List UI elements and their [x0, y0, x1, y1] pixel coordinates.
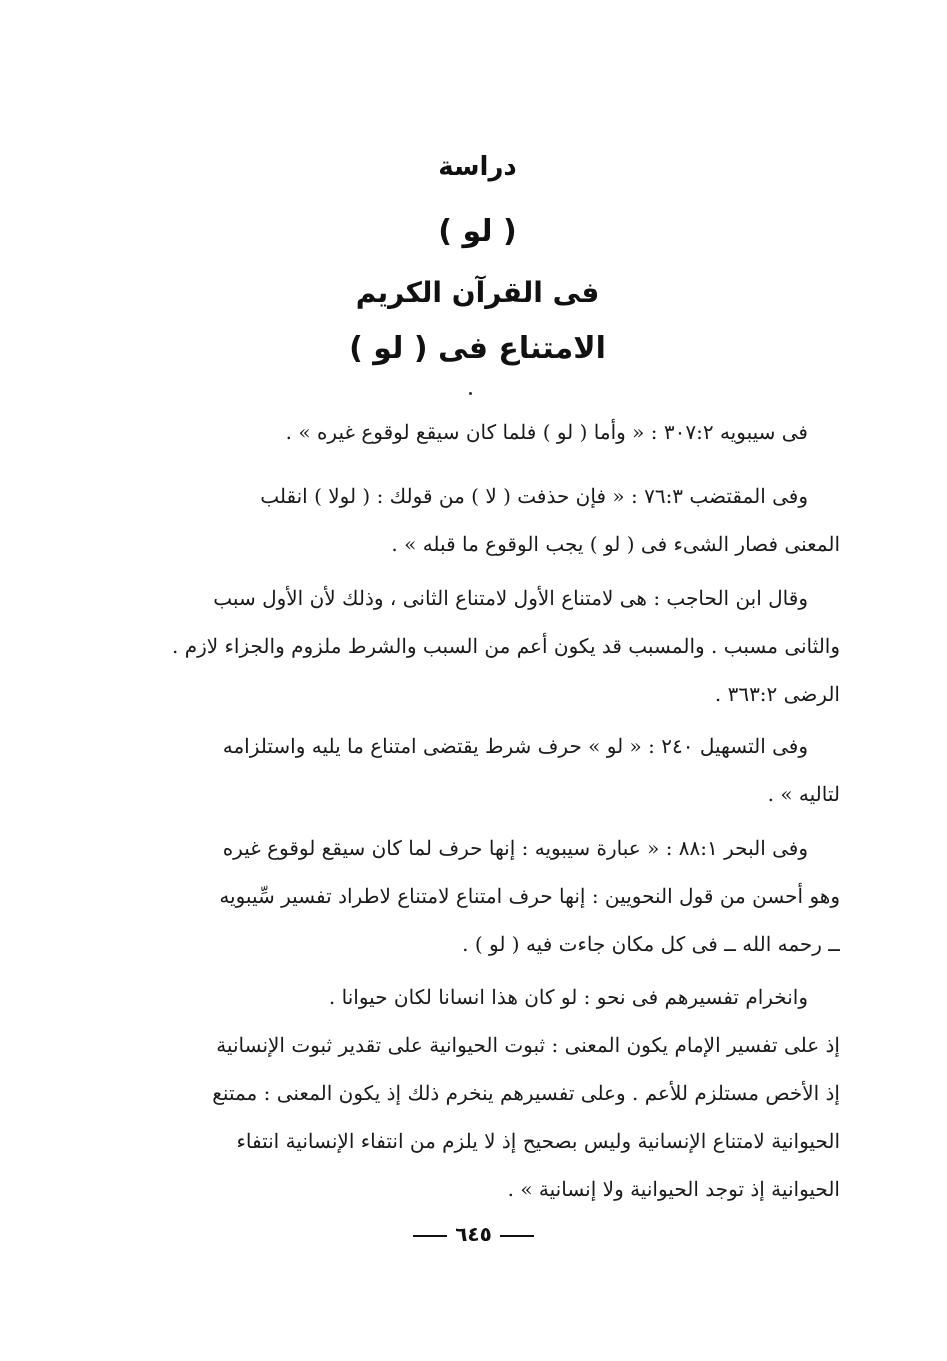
paragraph-sibawayh [112, 408, 840, 456]
paragraph-imam [112, 1021, 840, 1213]
paragraph-line: إذ الأخص مستلزم للأعم . وعلى تفسيرهم ينخرم ذلك إذ يكون المعنى : ممتنع [212, 1081, 840, 1105]
page-number-footer [0, 1222, 947, 1246]
paragraph-line: إذ على تفسير الإمام يكون المعنى : ثبوت الحيوانية على تقدير ثبوت الإنسانية [216, 1033, 840, 1057]
paragraph-line: وانخرام تفسيرهم فى نحو : لو كان هذا انسانا لكان حيوانا . [328, 985, 808, 1009]
paragraph-line: وفى التسهيل ٢٤٠ : « لو » حرف شرط يقتضى امتناع ما يليه واستلزامه [222, 734, 808, 758]
paragraph-line: وقال ابن الحاجب : هى لامتناع الأول لامتناع الثانى ، وذلك لأن الأول سبب [213, 586, 808, 610]
page-number: ٦٤٥ [455, 1222, 492, 1246]
heading-study: دراسة [438, 152, 517, 182]
paragraph-line: وفى المقتضب ٧٦:٣ : « فإن حذفت ( لا ) من قولك : ( لولا ) انقلب [260, 484, 808, 508]
paragraph-line: الرضى ٣٦٣:٢ . [714, 682, 840, 706]
paragraph-inkhiram [112, 973, 840, 1021]
paragraph-line: لتاليه » . [767, 782, 840, 806]
dash-left [413, 1235, 447, 1237]
paragraph-line: والثانى مسبب . والمسبب قد يكون أعم من السبب والشرط ملزوم والجزاء لازم . [172, 634, 840, 658]
paragraph-line: وهو أحسن من قول النحويين : إنها حرف امتناع لامتناع لاطراد تفسير سِّيبويه [219, 884, 840, 908]
paragraph-line: وفى البحر ٨٨:١ : « عبارة سيبويه : إنها حرف لما كان سيقع لوقوع غيره [222, 836, 808, 860]
paragraph-line: الحيوانية لامتناع الإنسانية وليس بصحيح إذ لا يلزم من انتفاء الإنسانية انتفاء [236, 1129, 840, 1153]
paragraph-line: الحيوانية إذ توجد الحيوانية ولا إنسانية » . [507, 1177, 840, 1201]
paragraph-bahr [112, 824, 840, 968]
paragraph-muqtadab [112, 472, 840, 568]
paragraph-line: فى سيبويه ٣٠٧:٢ : « وأما ( لو ) فلما كان سيقع لوقوع غيره » . [285, 420, 808, 444]
paragraph-tashil [112, 722, 840, 818]
ink-speck [469, 392, 472, 395]
dash-right [500, 1235, 534, 1237]
heading-quran: فى القرآن الكريم [355, 276, 600, 309]
paragraph-ibn-hajib [112, 574, 840, 718]
paragraph-line: المعنى فصار الشىء فى ( لو ) يجب الوقوع ما قبله » . [391, 532, 840, 556]
paragraph-line: ــ رحمه الله ــ فى كل مكان جاءت فيه ( لو ) . [462, 932, 840, 956]
heading-imtina: الامتناع فى ( لو ) [349, 331, 606, 366]
heading-law: ( لو ) [438, 214, 517, 249]
